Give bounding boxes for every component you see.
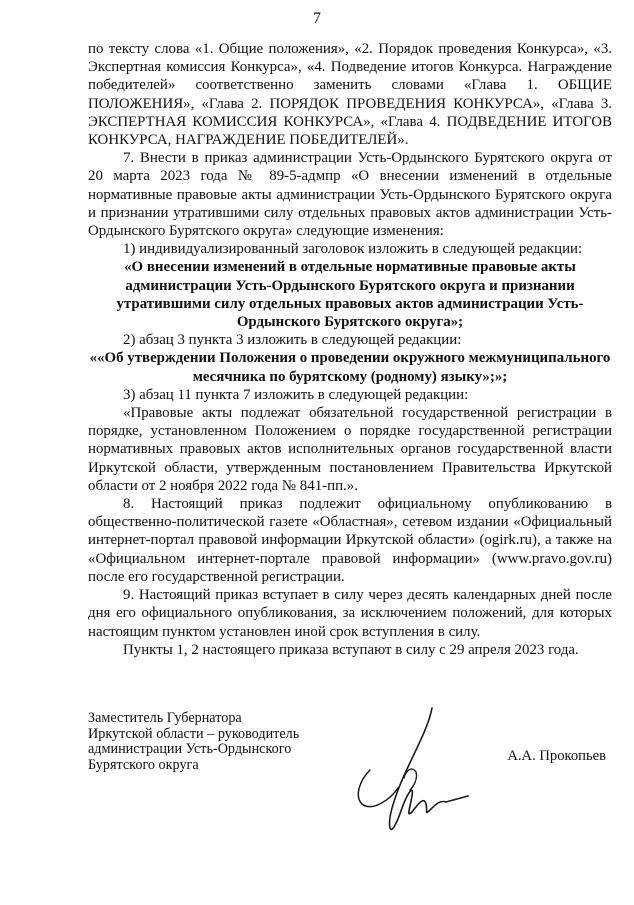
handwritten-signature [340, 700, 490, 840]
paragraph-subitem-1: 1) индивидуализированный заголовок изложить в следующей редакции: [123, 241, 583, 258]
paragraph-replacement-text: по тексту слова «1. Общие положения», «2. Порядок проведения Конкурса», «3. Экспертная комиссия Конкурса», «4. Подведение итогов Конкурса. Награждение победителей» соответственно заменить словами «Глава 1. ОБЩИЕ ПОЛОЖЕНИЯ», «Глава 2. ПОРЯДОК ПРОВЕДЕНИЯ КОНКУРСА», «Глава 3. ЭКСПЕРТНАЯ КОМИССИЯ КОНКУРСА», «Глава 4. ПОДВЕДЕНИЕ ИТОГОВ КОНКУРСА, НАГРАЖДЕНИЕ ПОБЕДИТЕЛЕЙ». [88, 41, 612, 149]
paragraph-item-8: 8. Настоящий приказ подлежит официальному опубликованию в общественно-политической газете «Областная», сетевом издании «Официальный интернет-портал правовой информации Иркутской области» (ogirk.ru), а также на «Официальном интернет-портале правовой информации» (www.pravo.gov.ru) после его государственной регистрации. [88, 496, 612, 585]
paragraph-new-title: «О внесении изменений в отдельные нормативные правовые акты администрации Усть-Ордынского Бурятского округа и признании утратившими силу отдельных правовых актов администрации Усть-Ордынского Бурятского округа»; [116, 259, 584, 331]
signatory-position-line: Иркутской области – руководитель [88, 725, 300, 742]
paragraph-new-heading: ««Об утверждении Положения о проведении окружного межмуниципального месячника по бурятскому (родному) языку»;»; [89, 350, 611, 385]
signatory-position-line: администрации Усть-Ордынского [88, 741, 292, 757]
paragraph-item-9: 9. Настоящий приказ вступает в силу через десять календарных дней после дня его официального опубликования, за исключением положений, для которых настоящим пунктом установлен иной срок вступления в силу. [88, 587, 612, 640]
page-number: 7 [313, 10, 321, 27]
signatory-name: А.А. Прокопьев [507, 748, 606, 764]
paragraph-quoted-provision: «Правовые акты подлежат обязательной государственной регистрации в порядке, установленном Положением о порядке государственной регистрации нормативных правовых актов исполнительных органов государственной власти Иркутской области, утвержденным постановлением Правительства Иркутской области от 2 ноября 2022 года № 841-пп.». [88, 405, 612, 494]
paragraph-subitem-3: 3) абзац 11 пункта 7 изложить в следующей редакции: [123, 386, 469, 403]
paragraph-effective-date: Пункты 1, 2 настоящего приказа вступают в силу с 29 апреля 2023 года. [123, 641, 579, 658]
signatory-position-line: Бурятского округа [88, 756, 199, 773]
paragraph-subitem-2: 2) абзац 3 пункта 3 изложить в следующей редакции: [123, 332, 462, 349]
signatory-position-line: Заместитель Губернатора [88, 710, 242, 726]
paragraph-item-7: 7. Внести в приказ администрации Усть-Ордынского Бурятского округа от 20 марта 2023 года № 89-5-адмпр «О внесении изменений в отдельные нормативные правовые акты администрации Усть-Ордынского Бурятского округа и признании утратившими силу отдельных правовых актов администрации Усть-Ордынского Бурятского округа» следующие изменения: [88, 150, 612, 240]
document-body [88, 40, 612, 659]
